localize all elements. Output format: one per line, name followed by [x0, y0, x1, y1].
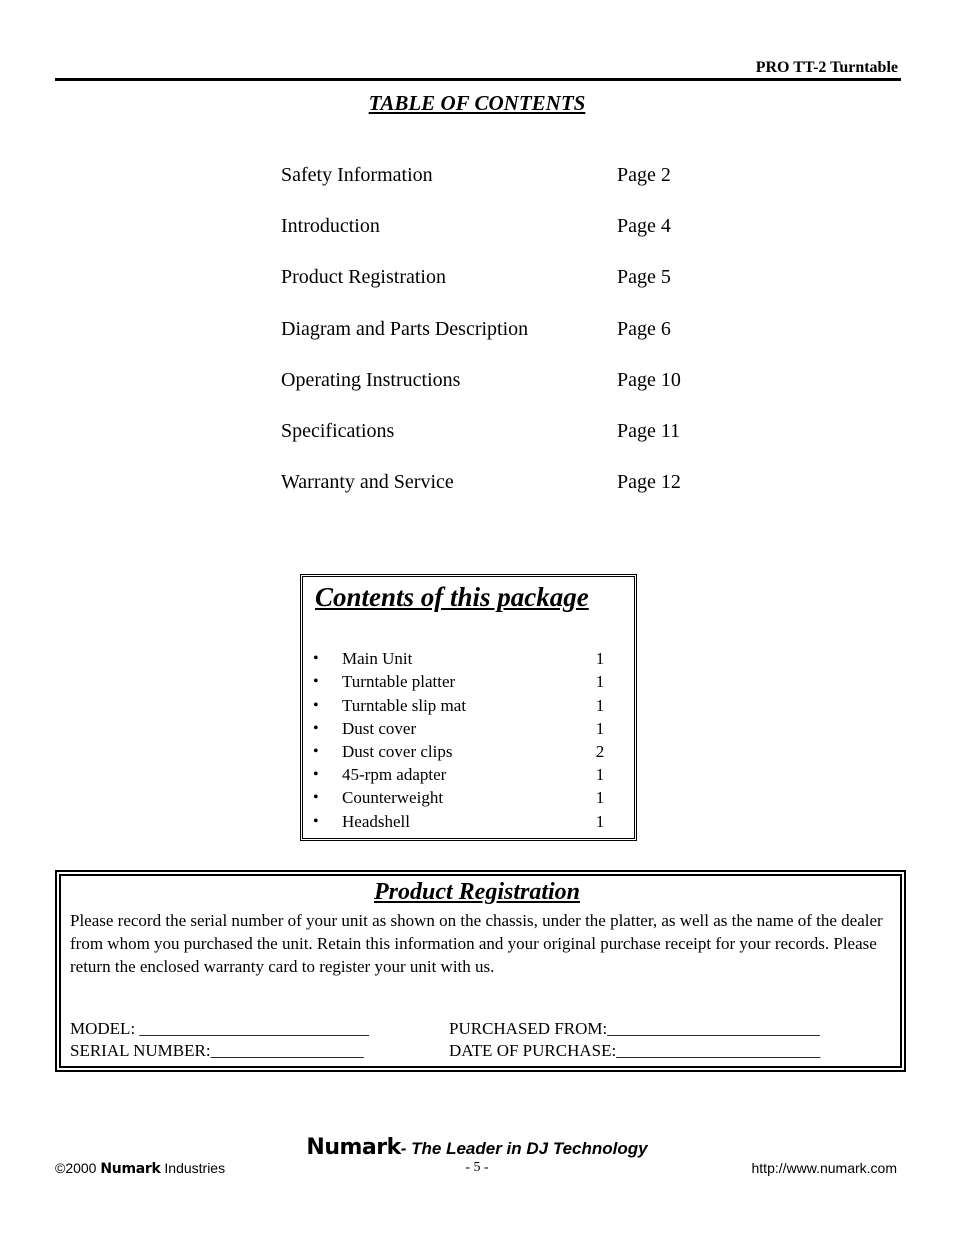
toc-entry-label: Diagram and Parts Description: [281, 318, 529, 340]
toc-entry-label: Specifications: [281, 420, 395, 442]
package-item-name: Dust cover: [342, 719, 417, 738]
numark-logo-small: Numark: [100, 1161, 161, 1177]
toc-entry-page: Page 11: [617, 420, 681, 442]
package-item-name: 45-rpm adapter: [342, 765, 447, 784]
toc-heading: TABLE OF CONTENTS: [368, 91, 586, 115]
toc-entry-label: Safety Information: [281, 164, 433, 186]
toc-entry-page: Page 2: [617, 164, 671, 186]
package-item-name: Counterweight: [342, 788, 444, 807]
purchased-from-field: PURCHASED FROM:_________________________: [449, 1019, 820, 1038]
toc-entry-page: Page 5: [617, 266, 671, 288]
package-item-qty: 1: [595, 788, 605, 807]
package-item-qty: 1: [595, 765, 605, 784]
copyright-year: ©2000: [55, 1160, 97, 1176]
package-item-qty: 1: [595, 649, 605, 668]
footer-brand: [0, 1135, 954, 1160]
toc-entry-page: Page 4: [617, 215, 671, 237]
package-item-name: Dust cover clips: [342, 742, 453, 761]
bullet-icon: •: [313, 766, 319, 783]
bullet-icon: •: [313, 813, 319, 830]
bullet-icon: •: [313, 720, 319, 737]
toc-entry-label: Introduction: [281, 215, 380, 237]
copyright-company: Industries: [164, 1160, 226, 1176]
footer-tagline: - The Leader in DJ Technology: [400, 1139, 648, 1158]
registration-title: Product Registration: [373, 879, 581, 905]
package-item-name: Turntable slip mat: [342, 696, 467, 715]
page-number: - 5 -: [465, 1160, 489, 1175]
date-of-purchase-field: DATE OF PURCHASE:________________________: [449, 1041, 821, 1060]
header-title: PRO TT-2 Turntable: [755, 59, 898, 76]
package-item-name: Main Unit: [342, 649, 413, 668]
bullet-icon: •: [313, 697, 319, 714]
toc-entry-label: Operating Instructions: [281, 369, 461, 391]
toc-entry-label: Product Registration: [281, 266, 446, 288]
toc-entry-page: Page 6: [617, 318, 671, 340]
package-item-qty: 1: [595, 672, 605, 691]
package-item-name: Turntable platter: [342, 672, 456, 691]
package-item-qty: 2: [595, 742, 605, 761]
model-field: MODEL: ___________________________: [70, 1019, 369, 1038]
bullet-icon: •: [313, 743, 319, 760]
toc-entry-page: Page 12: [617, 471, 681, 493]
toc-entry-page: Page 10: [617, 369, 681, 391]
serial-number-field: SERIAL NUMBER:__________________: [70, 1041, 364, 1060]
bullet-icon: •: [313, 673, 319, 690]
package-item-qty: 1: [595, 696, 605, 715]
package-item-qty: 1: [595, 812, 605, 831]
package-item-qty: 1: [595, 719, 605, 738]
registration-instructions: Please record the serial number of your unit as shown on the chassis, under the platter, as well as the name of the dealer from whom you purchased the unit. Retain this information and your original purchase receipt for your records. Please return the enclosed warranty card to register your unit with us.: [70, 911, 883, 976]
bullet-icon: •: [313, 789, 319, 806]
footer-url: http://www.numark.com: [751, 1160, 897, 1176]
header-divider: [55, 78, 901, 81]
package-title: Contents of this package: [315, 582, 589, 612]
numark-logo: Numark: [306, 1135, 401, 1160]
bullet-icon: •: [313, 650, 319, 667]
package-item-name: Headshell: [342, 812, 410, 831]
toc-entry-label: Warranty and Service: [281, 471, 454, 493]
